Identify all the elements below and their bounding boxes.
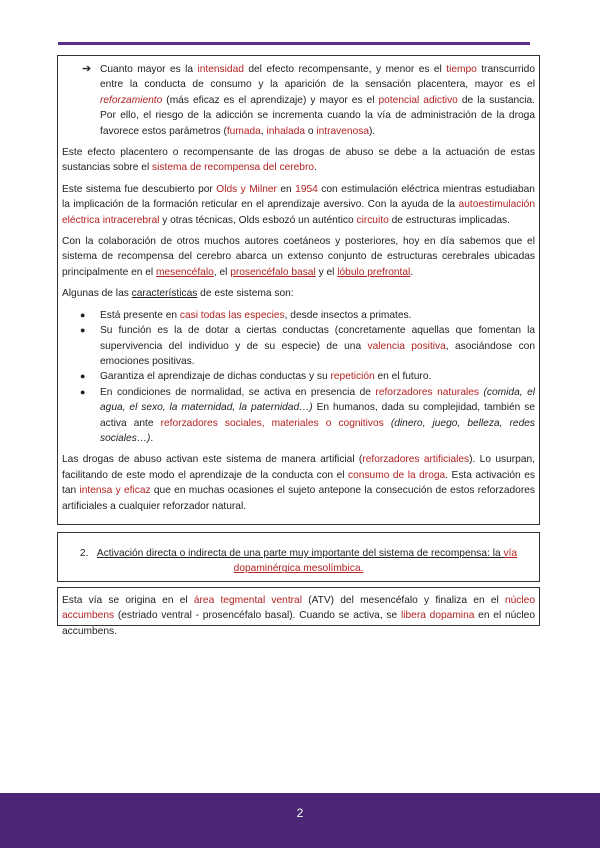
paragraph-colaboracion: Con la colaboración de otros muchos autores coetáneos y posteriores, hoy en día sabemos que el sistema de recompensa del cerebro abarca un extenso conjunto de estructuras cerebrales ubicadas principalmente en el mesencéfalo, el prosencéfalo basal y el lóbulo prefrontal. [62,236,535,278]
page-footer [0,793,600,848]
section-heading-box [57,532,540,582]
characteristics-list [62,308,535,447]
paragraph-olds-milner: Este sistema fue descubierto por Olds y Milner en 1954 con estimulación eléctrica mientras estudiaban la implicación de la formación reticular en el aprendizaje aversivo. Con la ayuda de la autoestimulación eléctrica intracerebral y otras técnicas, Olds esbozó un auténtico circuito de estructuras implicadas. [62,183,535,226]
paragraph-efecto: Este efecto placentero o recompensante de las drogas de abuso se debe a la actuación de estas sustancias sobre el sistema de recompensa del cerebro. [62,147,535,174]
section-heading: 2. Activación directa o indirecta de una parte muy importante del sistema de recompensa: la vía dopaminérgica mesolímbica. [79,548,518,575]
list-item: ● Está presente en casi todas las especies, desde insectos a primates. [62,308,535,323]
arrow-item-text: Cuanto mayor es la intensidad del efecto recompensante, y menor es el tiempo transcurrido entre la conducta de consumo y la aparición de la sensación placentera, mayor es el reforzamiento (más eficaz es el aprendizaje) y mayor es el potencial adictivo de la sustancia. Por ello, el riesgo de la adicción se incrementa cuando la vía de administración de la droga favorece estos parámetros (fumada, inhalada o intravenosa). [100,64,536,137]
paragraph-drogas: Las drogas de abuso activan este sistema de manera artificial (reforzadores artificiales). Lo usurpan, facilitando de este modo el aprendizaje de la conducta con el consumo de la droga. Esta activación es tan intensa y eficaz que en muchas ocasiones el sujeto antepone la consecución de estos reforzadores artificiales a cualquier reforzador natural. [62,454,535,512]
via-box [57,587,540,637]
bullet-icon: ● [80,325,86,336]
header-rule [58,42,530,45]
arrow-right-icon: ➔ [82,63,92,75]
section-number: 2. [79,548,89,559]
content-box [57,55,540,525]
paragraph-caracteristicas: Algunas de las características de este sistema son: [62,288,294,300]
bullet-icon: ● [80,386,86,397]
paragraph-via: Esta vía se origina en el área tegmental ventral (ATV) del mesencéfalo y finaliza en el núcleo accumbens (estriado ventral - prosencéfalo basal). Cuando se activa, se libera dopamina en el núcleo accumbens. [62,595,535,637]
bullet-icon: ● [80,309,86,320]
list-item: ● Su función es la de dotar a ciertas conductas (concretamente aquellas que fomentan la supervivencia del individuo y de su especie) de una valencia positiva, asociándose con emociones positivas. [62,323,535,369]
list-item: ● Garantiza el aprendizaje de dichas conductas y su repetición en el futuro. [62,369,535,384]
arrow-item [62,62,535,139]
page-number: 2 [296,806,304,820]
bullet-icon: ● [80,371,86,382]
list-item: ● En condiciones de normalidad, se activa en presencia de reforzadores naturales (comida, el agua, el sexo, la maternidad, la paternidad…) En humanos, dada su complejidad, también se activa ante reforzadores sociales, materiales o cognitivos (dinero, juego, belleza, redes sociales…). [62,385,535,447]
